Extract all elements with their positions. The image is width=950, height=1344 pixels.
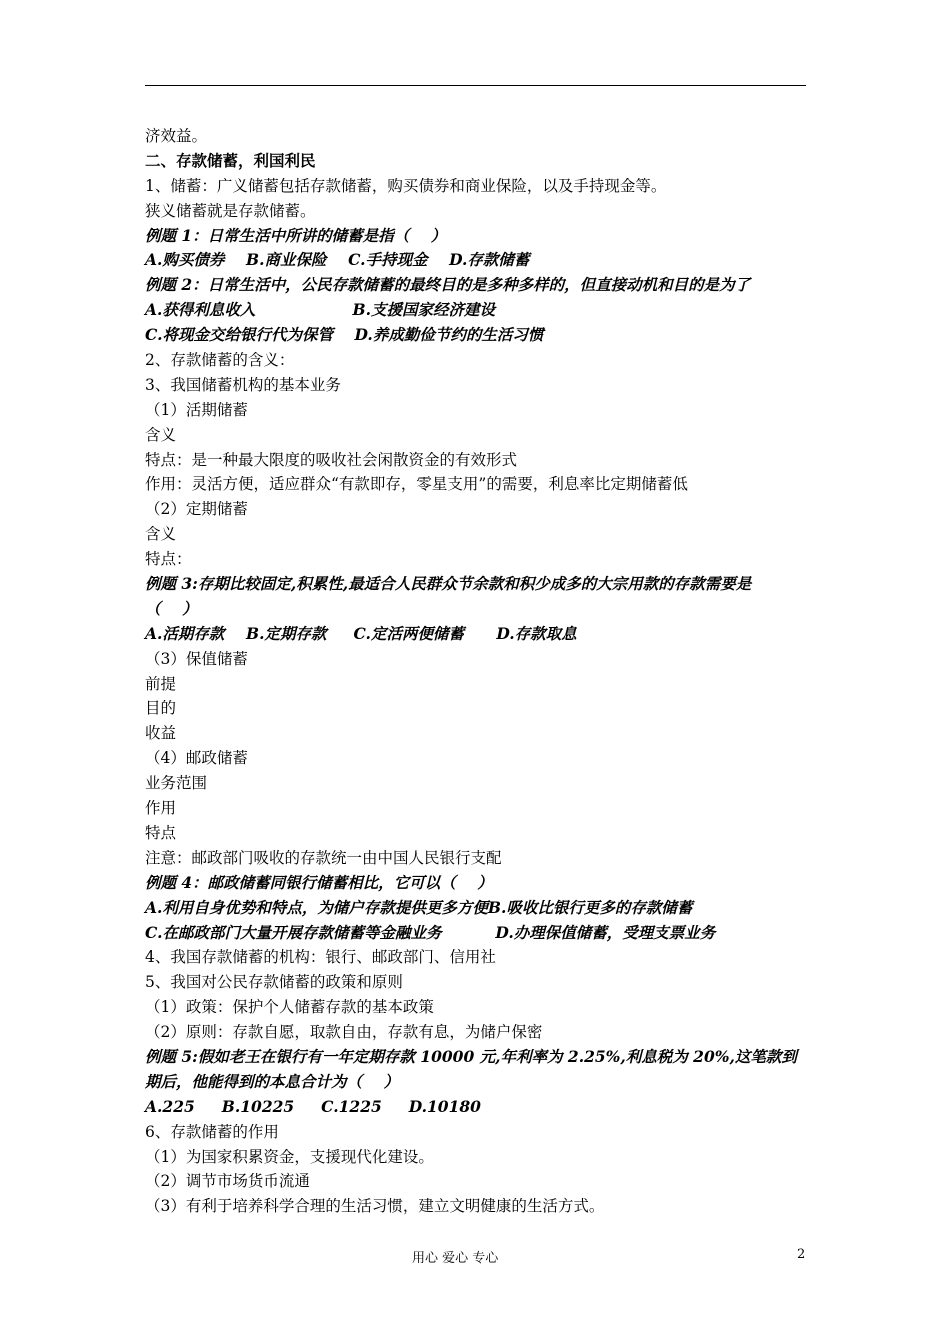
- example-question-line: 例题 1：日常生活中所讲的储蓄是指（ ）: [145, 225, 447, 245]
- example-question-line: A.225 B.10225 C.1225 D.10180: [145, 1096, 481, 1116]
- text-line: 5、我国对公民存款储蓄的政策和原则: [145, 973, 403, 992]
- text-line: 特点：是一种最大限度的吸收社会闲散资金的有效形式: [145, 450, 518, 469]
- example-question-line: 例题 3:存期比较固定,积累性,最适合人民群众节余款和积少成多的大宗用款的存款需要是: [145, 574, 752, 594]
- text-line: （1）政策：保护个人储蓄存款的基本政策: [145, 998, 434, 1017]
- footer-slogan: 用心 爱心 专心: [412, 1251, 499, 1266]
- example-question-line: 例题 4：邮政储蓄同银行储蓄相比，它可以（ ）: [145, 872, 493, 892]
- text-line: 1、储蓄：广义储蓄包括存款储蓄，购买债券和商业保险，以及手持现金等。: [145, 176, 667, 195]
- text-line: （2）定期储蓄: [145, 500, 248, 519]
- text-line: 特点: [145, 823, 177, 842]
- example-question-line: 例题 5:假如老王在银行有一年定期存款 10000 元,年利率为 2.25%,利息税为 20%,这笔款到: [145, 1046, 797, 1066]
- text-line: （4）邮政储蓄: [145, 749, 248, 768]
- text-line: 作用: [145, 799, 177, 818]
- section-heading: 二、存款储蓄，利国利民: [145, 150, 316, 170]
- example-question-line: （ ）: [145, 598, 198, 618]
- text-line: 4、我国存款储蓄的机构：银行、邮政部门、信用社: [145, 948, 496, 967]
- document-body: [145, 124, 815, 1219]
- text-line: 特点：: [145, 550, 192, 569]
- page-number: 2: [797, 1247, 806, 1262]
- text-line: （3）有利于培养科学合理的生活习惯，建立文明健康的生活方式。: [145, 1197, 605, 1216]
- text-line: 2、存款储蓄的含义：: [145, 351, 295, 370]
- text-line: 收益: [145, 724, 177, 743]
- text-line: 3、我国储蓄机构的基本业务: [145, 375, 341, 394]
- text-line: 目的: [145, 699, 177, 718]
- text-line: 含义: [145, 525, 177, 544]
- example-question-line: C.在邮政部门大量开展存款储蓄等金融业务 D.办理保值储蓄，受理支票业务: [145, 922, 716, 942]
- text-line: （2）调节市场货币流通: [145, 1172, 310, 1191]
- text-line: 注意：邮政部门吸收的存款统一由中国人民银行支配: [145, 848, 502, 867]
- example-question-line: A.活期存款 B.定期存款 C.定活两便储蓄 D.存款取息: [145, 623, 577, 643]
- example-question-line: A.获得利息收入 B.支援国家经济建设: [145, 300, 496, 320]
- text-line: （3）保值储蓄: [145, 649, 248, 668]
- text-line: 作用：灵活方便，适应群众“有款即存，零星支用”的需要，利息率比定期储蓄低: [145, 475, 688, 494]
- text-line: 狭义储蓄就是存款储蓄。: [145, 201, 316, 220]
- header-rule: [145, 85, 806, 86]
- example-question-line: C.将现金交给银行代为保管 D.养成勤俭节约的生活习惯: [145, 325, 544, 345]
- text-line: （1）为国家积累资金，支援现代化建设。: [145, 1147, 434, 1166]
- example-question-line: A.购买债券 B.商业保险 C.手持现金 D.存款储蓄: [145, 250, 530, 270]
- example-question-line: A.利用自身优势和特点，为储户存款提供更多方便B.吸收比银行更多的存款储蓄: [145, 897, 693, 917]
- text-line: （2）原则：存款自愿，取款自由，存款有息，为储户保密: [145, 1023, 543, 1042]
- text-line: 业务范围: [145, 774, 208, 793]
- example-question-line: 期后，他能得到的本息合计为（ ）: [145, 1071, 400, 1091]
- example-question-line: 例题 2：日常生活中，公民存款储蓄的最终目的是多种多样的，但直接动机和目的是为了: [145, 275, 751, 295]
- text-line: 含义: [145, 425, 177, 444]
- text-line: 前提: [145, 674, 177, 693]
- text-line: 济效益。: [145, 127, 208, 145]
- text-line: 6、存款储蓄的作用: [145, 1122, 279, 1141]
- text-line: （1）活期储蓄: [145, 400, 248, 419]
